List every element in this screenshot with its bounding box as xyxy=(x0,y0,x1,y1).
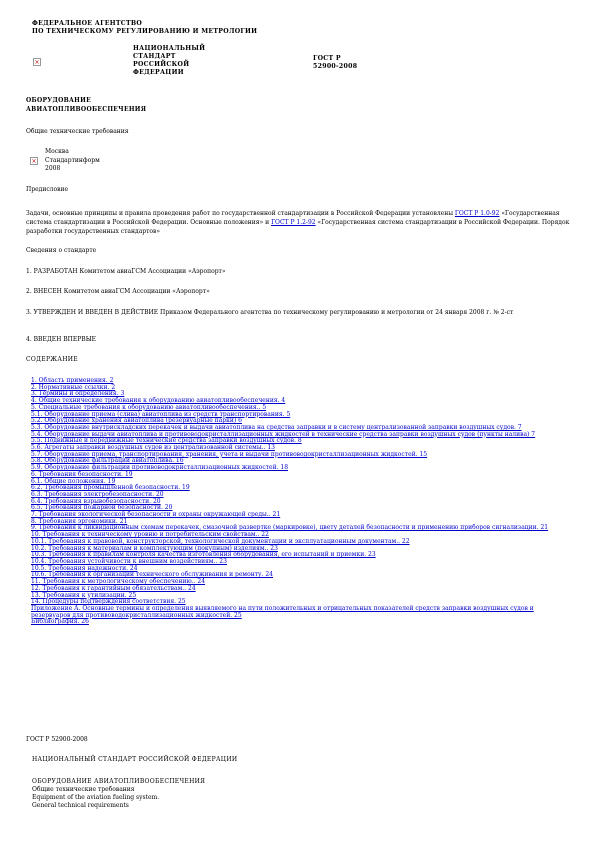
toc-item[interactable]: 5.9. Оборудование фильтрации противоводокристаллизационных жидкостей. 18 xyxy=(31,464,289,472)
toc-item[interactable]: 1. Область применения. 2 xyxy=(31,377,114,384)
toc-item[interactable]: Приложение А. Основные термины и определения выявляемого на пути положительных и отрицательных показателей средств заправки воздушных судов и резервуаров для противоводокристаллизационных жидкостей. 25 xyxy=(31,604,534,619)
gost-r-1-2-92-link[interactable]: ГОСТ Р 1.2-92 xyxy=(271,219,316,226)
toc-item[interactable]: 6. Требования безопасности. 19 xyxy=(31,470,133,478)
toc-item[interactable]: 6.5. Требования пожарной безопасности. 20 xyxy=(31,504,173,512)
info-item-first-introduced: 4. ВВЕДЕН ВПЕРВЫЕ xyxy=(26,336,96,343)
toc-item[interactable]: 6.3. Требования электробезопасности. 20 xyxy=(31,490,164,498)
toc-item[interactable]: 6.1. Общие положения. 19 xyxy=(31,477,116,485)
agency-name xyxy=(32,20,257,35)
toc-item[interactable]: 3. Термины и определения. 3 xyxy=(31,390,125,398)
publisher-name: Стандартинформ xyxy=(45,156,100,164)
toc-item[interactable]: 10.5. Требования надежности. 24 xyxy=(31,564,138,572)
toc-heading: СОДЕРЖАНИЕ xyxy=(26,356,78,363)
foreword-text: «Государственная система стандартизации в Российской Федерации. Порядок разработки государственных стандартов» xyxy=(26,219,570,235)
toc-item[interactable]: 5.8. Оборудование фильтрации авиатоплива. 16 xyxy=(31,457,184,465)
broken-image-icon: × xyxy=(31,158,37,165)
toc-item[interactable]: 10.6. Требования к организации технического обслуживания и ремонту. 24 xyxy=(31,571,274,579)
publisher-city: Москва xyxy=(45,148,69,155)
toc-item[interactable]: 5.6. Агрегаты заправки воздушных судов из централизованной системы.. 13 xyxy=(31,444,275,452)
toc-item[interactable]: 7. Требования экологической безопасности и охраны окружающей среды.. 21 xyxy=(31,511,281,519)
toc-row xyxy=(31,619,571,626)
toc-item[interactable]: 10.4. Требования устойчивости к внешним воздействиям.. 23 xyxy=(31,557,227,565)
table-of-contents xyxy=(31,378,571,626)
gost-r-1-0-92-link[interactable]: ГОСТ Р 1.0-92 xyxy=(454,210,500,217)
standard-info-heading: Сведения о стандарте xyxy=(26,247,97,254)
toc-item[interactable]: 14. Процедуры подтверждения соответствия. 25 xyxy=(31,598,186,606)
toc-item[interactable]: Библиография. 26 xyxy=(31,618,89,626)
toc-item[interactable]: 8. Требования эргономики. 21 xyxy=(31,517,128,525)
toc-item[interactable]: 5.5. Подвижные и передвижные технические средства заправки воздушных судов. 8 xyxy=(31,437,302,445)
national-standard-line: НАЦИОНАЛЬНЫЙ xyxy=(133,45,206,52)
title-line-1: ОБОРУДОВАНИЕ xyxy=(26,97,91,104)
gost-number: 52900-2008 xyxy=(313,63,358,70)
foreword-text: Задачи, основные принципы и правила проведения работ по государственной стандартизации в Российской Федерации установлены xyxy=(26,210,455,217)
foreword-text: «Государственная система стандартизации в Российской Федерации. Основные положения» и xyxy=(26,210,560,226)
info-item-approved: 3. УТВЕРЖДЕН И ВВЕДЕН В ДЕЙСТВИЕ Приказом Федерального агентства по техническому регулированию и метрологии от 24 января 2008 г. № 2-ст xyxy=(26,309,514,316)
toc-item[interactable]: 10.2. Требования к материалам и комплектующим (покупным) изделиям.. 23 xyxy=(31,544,278,552)
national-standard-line: РОССИЙСКОЙ xyxy=(133,61,190,68)
publisher-block xyxy=(45,148,100,174)
subtitle-ru: Общие технические требования xyxy=(32,786,135,793)
info-item-introduced: 2. ВНЕСЕН Комитетом авиаГСМ Ассоциации «Аэропорт» xyxy=(26,288,210,295)
toc-row xyxy=(31,606,571,619)
national-standard-line: СТАНДАРТ xyxy=(133,53,176,60)
agency-line-2: ПО ТЕХНИЧЕСКОМУ РЕГУЛИРОВАНИЮ И МЕТРОЛОГИИ xyxy=(32,27,258,35)
toc-item[interactable]: 12. Требования к гарантийным обязательствам.. 24 xyxy=(31,584,196,592)
toc-item[interactable]: 10.1. Требования к правовой, конструкторской, технологической документации и эксплуатационным документам.. 22 xyxy=(31,537,410,545)
gost-footer: ГОСТ Р 52900-2008 xyxy=(26,736,88,743)
foreword-heading: Предисловие xyxy=(26,186,69,193)
publisher-year: 2008 xyxy=(45,165,61,172)
toc-item[interactable]: 5.4. Оборудование выдачи авиатоплива и противоводокристаллизационных жидкостей в технические средства заправки воздушных судов (пункты налива) 7 xyxy=(31,430,536,438)
toc-item[interactable]: 5. Специальные требования к оборудованию авиатопливообеспечения.. 5 xyxy=(31,403,267,411)
national-standard-label xyxy=(133,45,205,77)
toc-item[interactable]: 5.1. Оборудование приема (слива) авиатоплива из средств транспортирования. 5 xyxy=(31,410,291,418)
document-subtitle: Общие технические требования xyxy=(26,128,129,135)
toc-item[interactable]: 6.2. Требования промышленной безопасности. 19 xyxy=(31,484,190,492)
title-line-2: АВИАТОПЛИВООБЕСПЕЧЕНИЯ xyxy=(26,106,147,113)
gost-label: ГОСТ Р xyxy=(313,55,341,62)
agency-line-1: ФЕДЕРАЛЬНОЕ АГЕНТСТВО xyxy=(32,20,143,27)
toc-item[interactable]: 5.7. Оборудование приема, транспортирования, хранения, учета и выдачи противоводокристаллизационных жидкостей. 15 xyxy=(31,450,428,458)
foreword-paragraph xyxy=(26,209,571,236)
national-standard-line: ФЕДЕРАЦИИ xyxy=(133,69,184,76)
info-item-developed: 1. РАЗРАБОТАН Комитетом авиаГСМ Ассоциации «Аэропорт» xyxy=(26,268,226,275)
toc-item[interactable]: 5.3. Оборудование внутрискладских перекачек и выдачи авиатоплива на средства заправки и в систему централизованной заправки воздушных судов. 7 xyxy=(31,423,522,431)
toc-item[interactable]: 13. Требования к утилизации. 25 xyxy=(31,591,137,599)
toc-item[interactable]: 10.3. Требования к правилам контроля качества изготовления оборудования, его испытаний и приемки. 23 xyxy=(31,551,376,559)
toc-item[interactable]: 10. Требования к техническому уровню и потребительским свойствам.. 22 xyxy=(31,531,269,539)
toc-item[interactable]: 6.4. Требования взрывобезопасности. 20 xyxy=(31,497,161,505)
title-en: Equipment of the aviation fueling system. xyxy=(32,794,160,801)
subtitle-en: General technical requirements xyxy=(32,802,129,809)
toc-item[interactable]: 4. Общие технические требования к оборудованию авиатопливообеспечения. 4 xyxy=(31,397,286,405)
toc-item[interactable]: 5.2. Оборудование хранения авиатоплива (резервуарные парки) 6 xyxy=(31,417,242,425)
broken-image-icon: × xyxy=(34,59,40,66)
gost-designation xyxy=(313,55,357,71)
toc-item[interactable]: 9. Требования к ликвидационным схемам перекачек, смазочной развертке (маркировке), цвету деталей безопасности и применению приборов сигнализации. 21 xyxy=(31,524,549,532)
document-title xyxy=(26,96,146,114)
toc-item[interactable]: 2. Нормативные ссылки. 2 xyxy=(31,383,116,391)
title-ru: ОБОРУДОВАНИЕ АВИАТОПЛИВООБЕСПЕЧЕНИЯ xyxy=(32,778,206,785)
title-footer-block xyxy=(32,778,205,810)
national-standard-footer: НАЦИОНАЛЬНЫЙ СТАНДАРТ РОССИЙСКОЙ ФЕДЕРАЦИИ xyxy=(32,756,238,763)
toc-item[interactable]: 11. Требования к метрологическому обеспечению.. 24 xyxy=(31,578,206,586)
